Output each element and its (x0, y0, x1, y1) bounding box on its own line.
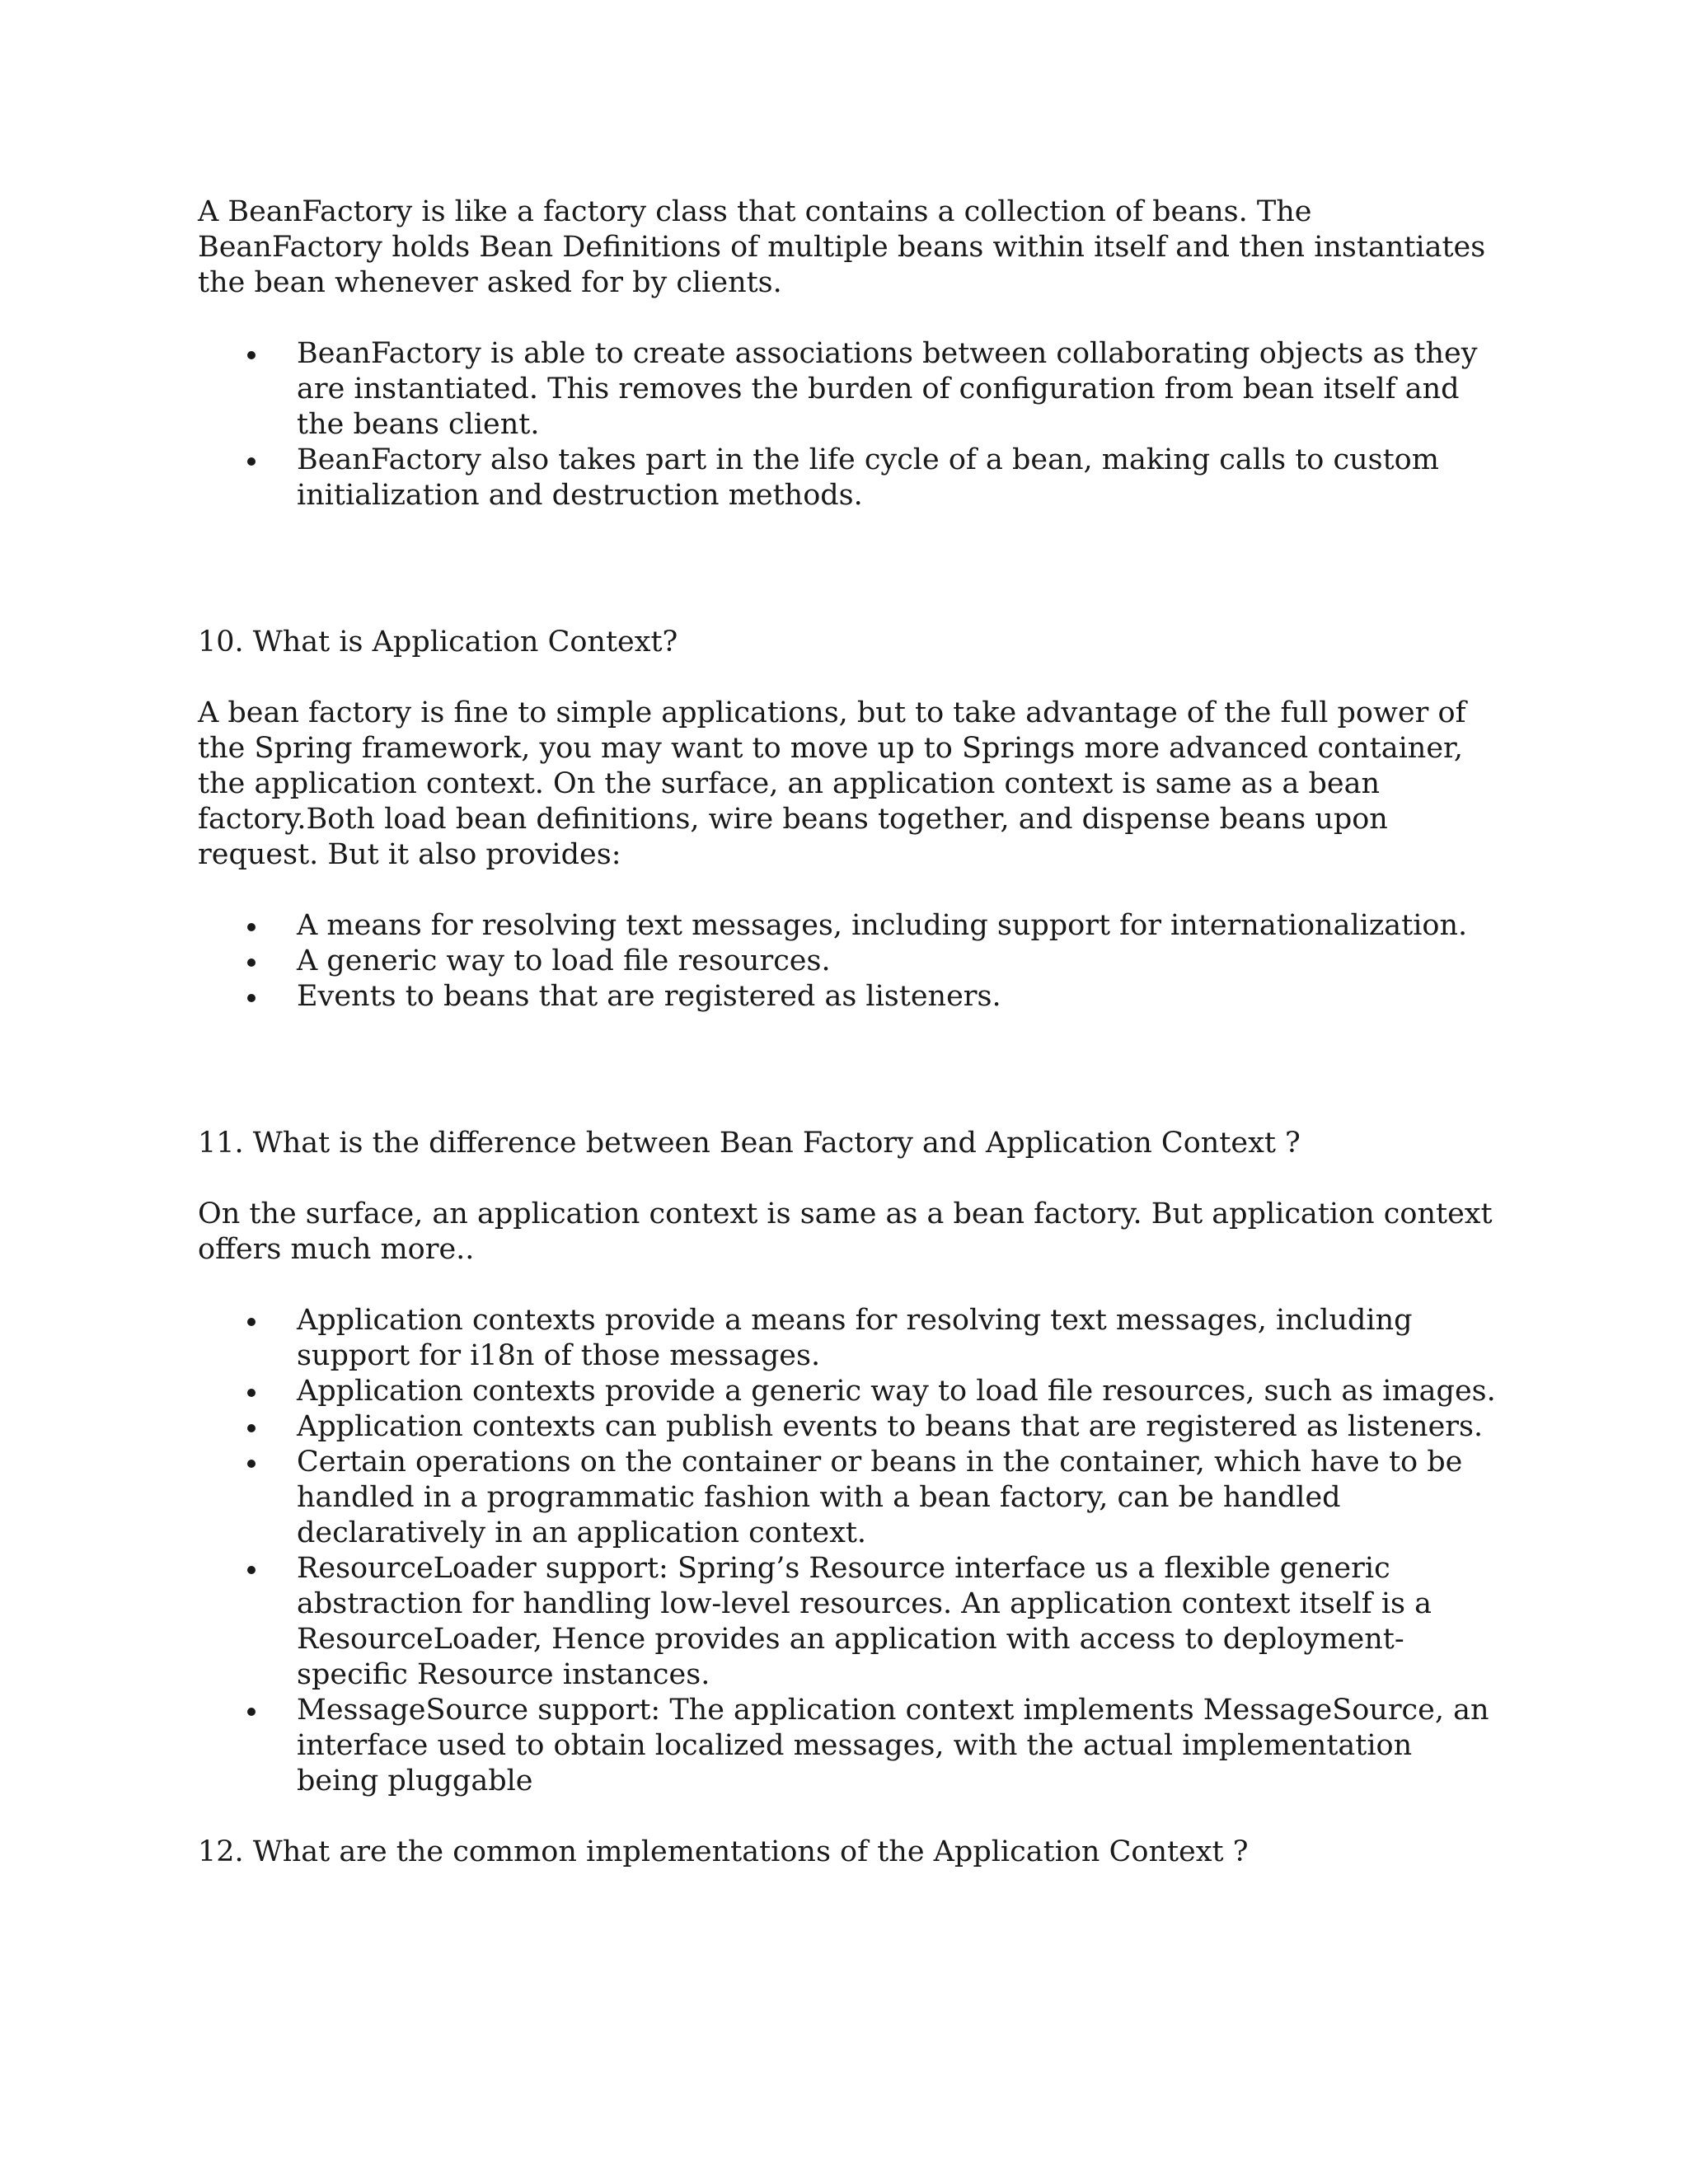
spacer (198, 513, 1500, 625)
spacer (198, 1015, 1500, 1126)
list-item (198, 1445, 1500, 1551)
bullet-icon (247, 1566, 256, 1574)
spacer (198, 660, 1500, 696)
bullet-icon (247, 1389, 256, 1397)
list-item-text: Application contexts provide a generic way to load file resources, such as images. (297, 1375, 1496, 1408)
list-item (198, 944, 1500, 979)
spacer (198, 1799, 1500, 1835)
list-item (198, 1303, 1500, 1374)
bullet-icon (247, 1424, 256, 1432)
question-11-heading: 11. What is the difference between Bean Factory and Application Context ? (198, 1127, 1301, 1160)
bullet-icon (247, 958, 256, 967)
list-item-text: Events to beans that are registered as listeners. (297, 980, 1001, 1013)
bullet-icon (247, 457, 256, 466)
bullet-icon (247, 923, 256, 931)
list-item (198, 336, 1500, 443)
list-item (198, 908, 1500, 944)
bullet-icon (247, 1460, 256, 1468)
list-item (198, 1693, 1500, 1799)
document-page (198, 194, 1500, 1870)
list-item (198, 1551, 1500, 1693)
list-item (198, 443, 1500, 513)
question-10-bullet-list (198, 908, 1500, 1015)
spacer (198, 301, 1500, 336)
bullet-icon (247, 1708, 256, 1716)
intro-bullet-list (198, 336, 1500, 513)
question-12-heading: 12. What are the common implementations of the Application Context ? (198, 1835, 1249, 1868)
list-item-text: Certain operations on the container or beans in the container, which have to be handled in a programmatic fashion with a bean factory, can be handled declaratively in an application context. (297, 1446, 1463, 1549)
list-item (198, 979, 1500, 1015)
list-item (198, 1374, 1500, 1409)
intro-paragraph: A BeanFactory is like a factory class that contains a collection of beans. The BeanFactory holds Bean Definitions of multiple beans within itself and then instantiates the bean whenever asked for by clients. (198, 195, 1486, 299)
list-item-text: Application contexts can publish events to beans that are registered as listeners. (297, 1410, 1484, 1443)
list-item (198, 1409, 1500, 1445)
list-item-text: MessageSource support: The application context implements MessageSource, an interface used to obtain localized messages, with the actual implementation being pluggable (297, 1694, 1489, 1797)
question-10-heading: 10. What is Application Context? (198, 626, 678, 658)
spacer (198, 873, 1500, 908)
list-item-text: A means for resolving text messages, including support for internationalization. (297, 909, 1468, 942)
spacer (198, 1161, 1500, 1197)
question-11-paragraph: On the surface, an application context is same as a bean factory. But application context offers much more.. (198, 1197, 1493, 1266)
list-item-text: BeanFactory also takes part in the life cycle of a bean, making calls to custom initialization and destruction methods. (297, 443, 1439, 512)
list-item-text: Application contexts provide a means for resolving text messages, including support for i18n of those messages. (297, 1304, 1413, 1372)
question-10-paragraph: A bean factory is fine to simple applications, but to take advantage of the full power of the Spring framework, you may want to move up to Springs more advanced container, the application context. On the surface, an application context is same as a bean factory.Both load bean definitions, wire beans together, and dispense beans upon request. But it also provides: (198, 696, 1466, 871)
bullet-icon (247, 1318, 256, 1326)
list-item-text: ResourceLoader support: Spring’s Resource interface us a flexible generic abstraction for handling low-level resources. An application context itself is a ResourceLoader, Hence provides an application with access to deployment-specific Resource instances. (297, 1552, 1432, 1691)
list-item-text: A generic way to load file resources. (297, 944, 831, 977)
bullet-icon (247, 994, 256, 1002)
question-11-bullet-list (198, 1303, 1500, 1799)
spacer (198, 1268, 1500, 1303)
list-item-text: BeanFactory is able to create associations between collaborating objects as they are instantiated. This removes the burden of configuration from bean itself and the beans client. (297, 337, 1478, 441)
bullet-icon (247, 351, 256, 359)
